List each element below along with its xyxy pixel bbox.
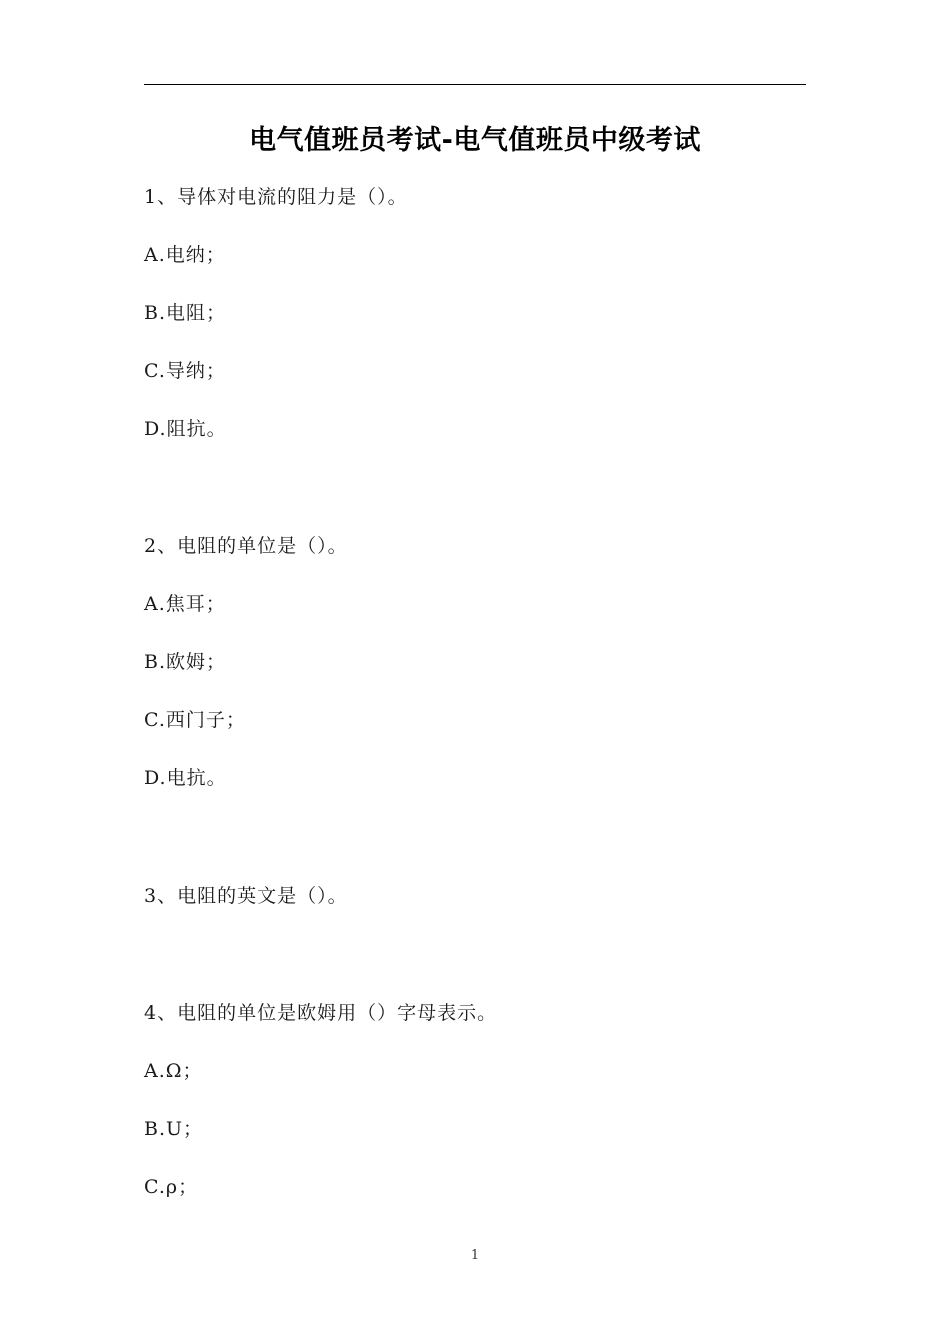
header-rule: [144, 84, 806, 85]
option-c: C.导纳；: [144, 360, 226, 382]
option-d: D.电抗。: [144, 767, 227, 789]
document-title: 电气值班员考试-电气值班员中级考试: [249, 125, 701, 156]
option-b: B.U；: [144, 1118, 204, 1140]
option-b: B.欧姆；: [144, 651, 227, 673]
option-a: A.焦耳；: [144, 593, 226, 615]
option-c: C.ρ；: [144, 1176, 199, 1198]
option-b: B.电阻；: [144, 302, 227, 324]
question-stem: 3、电阻的英文是（）。: [144, 885, 348, 907]
page-number: 1: [470, 1248, 480, 1263]
option-d: D.阻抗。: [144, 418, 227, 440]
option-a: A.电纳；: [144, 244, 226, 266]
option-a: A.Ω；: [144, 1060, 203, 1082]
question-stem: 2、电阻的单位是（）。: [144, 535, 348, 557]
question-stem: 4、电阻的单位是欧姆用（）字母表示。: [144, 1002, 498, 1024]
option-c: C.西门子；: [144, 709, 246, 731]
question-stem: 1、导体对电流的阻力是（）。: [144, 186, 408, 208]
